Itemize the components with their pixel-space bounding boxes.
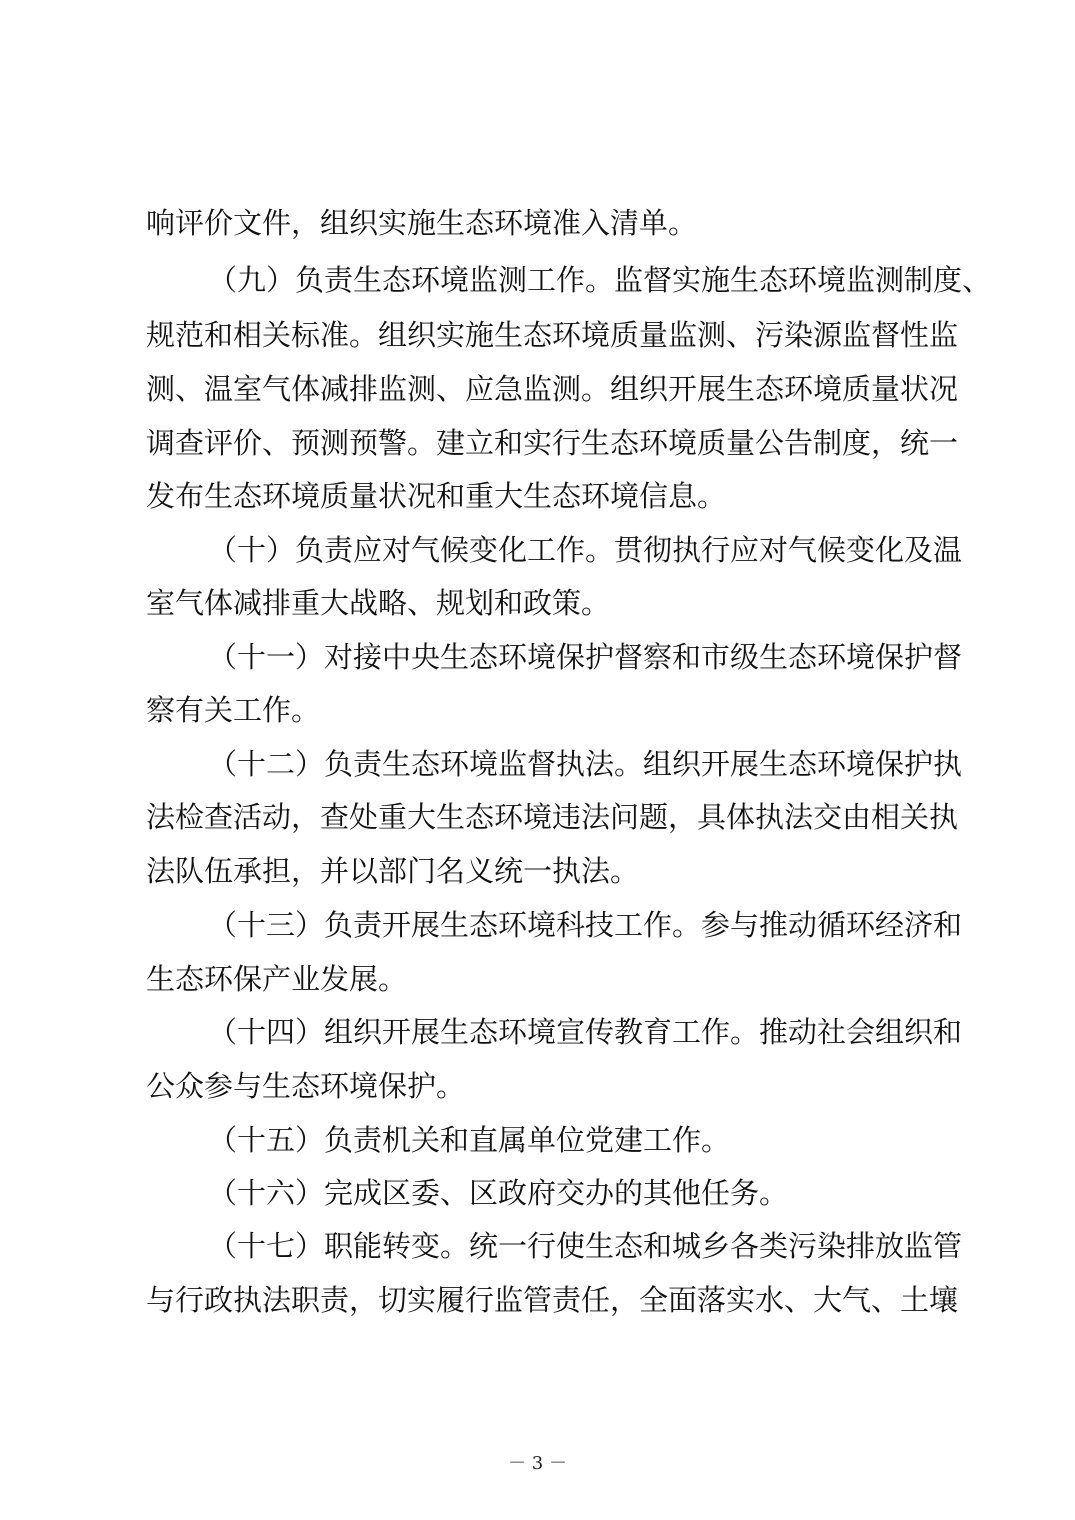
text-line: （十五）负责机关和直属单位党建工作。 [208, 1123, 731, 1157]
text-line: 发布生态环境质量状况和重大生态环境信息。 [146, 479, 727, 513]
text-line: （九）负责生态环境监测工作。监督实施生态环境监测制度、 [208, 263, 992, 297]
text-line: （十）负责应对气候变化工作。贯彻执行应对气候变化及温 [208, 533, 963, 567]
text-line: 公众参与生态环境保护。 [146, 1069, 466, 1103]
text-line: 察有关工作。 [146, 693, 321, 727]
text-line: （十二）负责生态环境监督执法。组织开展生态环境保护执 [208, 747, 963, 781]
text-line: 生态环保产业发展。 [146, 962, 408, 996]
text-line: （十六）完成区委、区政府交办的其他任务。 [208, 1176, 789, 1210]
page-number: － 3 － [508, 1453, 567, 1474]
text-line: （十三）负责开展生态环境科技工作。参与推动循环经济和 [208, 908, 963, 942]
text-line: 法检查活动，查处重大生态环境违法问题，具体执法交由相关执 [146, 800, 959, 834]
text-line: （十四）组织开展生态环境宣传教育工作。推动社会组织和 [208, 1015, 963, 1049]
text-line: 规范和相关标准。组织实施生态环境质量监测、污染源监督性监 [146, 318, 959, 352]
text-line: 测、温室气体减排监测、应急监测。组织开展生态环境质量状况 [146, 372, 959, 406]
text-line: 响评价文件，组织实施生态环境准入清单。 [146, 206, 698, 240]
text-line: 调查评价、预测预警。建立和实行生态环境质量公告制度，统一 [146, 426, 959, 460]
text-line: 与行政执法职责，切实履行监管责任，全面落实水、大气、土壤 [146, 1283, 959, 1317]
text-line: 法队伍承担，并以部门名义统一执法。 [146, 854, 640, 888]
text-line: 室气体减排重大战略、规划和政策。 [146, 586, 611, 620]
text-line: （十七）职能转变。统一行使生态和城乡各类污染排放监管 [208, 1229, 963, 1263]
text-line: （十一）对接中央生态环境保护督察和市级生态环境保护督 [208, 640, 963, 674]
